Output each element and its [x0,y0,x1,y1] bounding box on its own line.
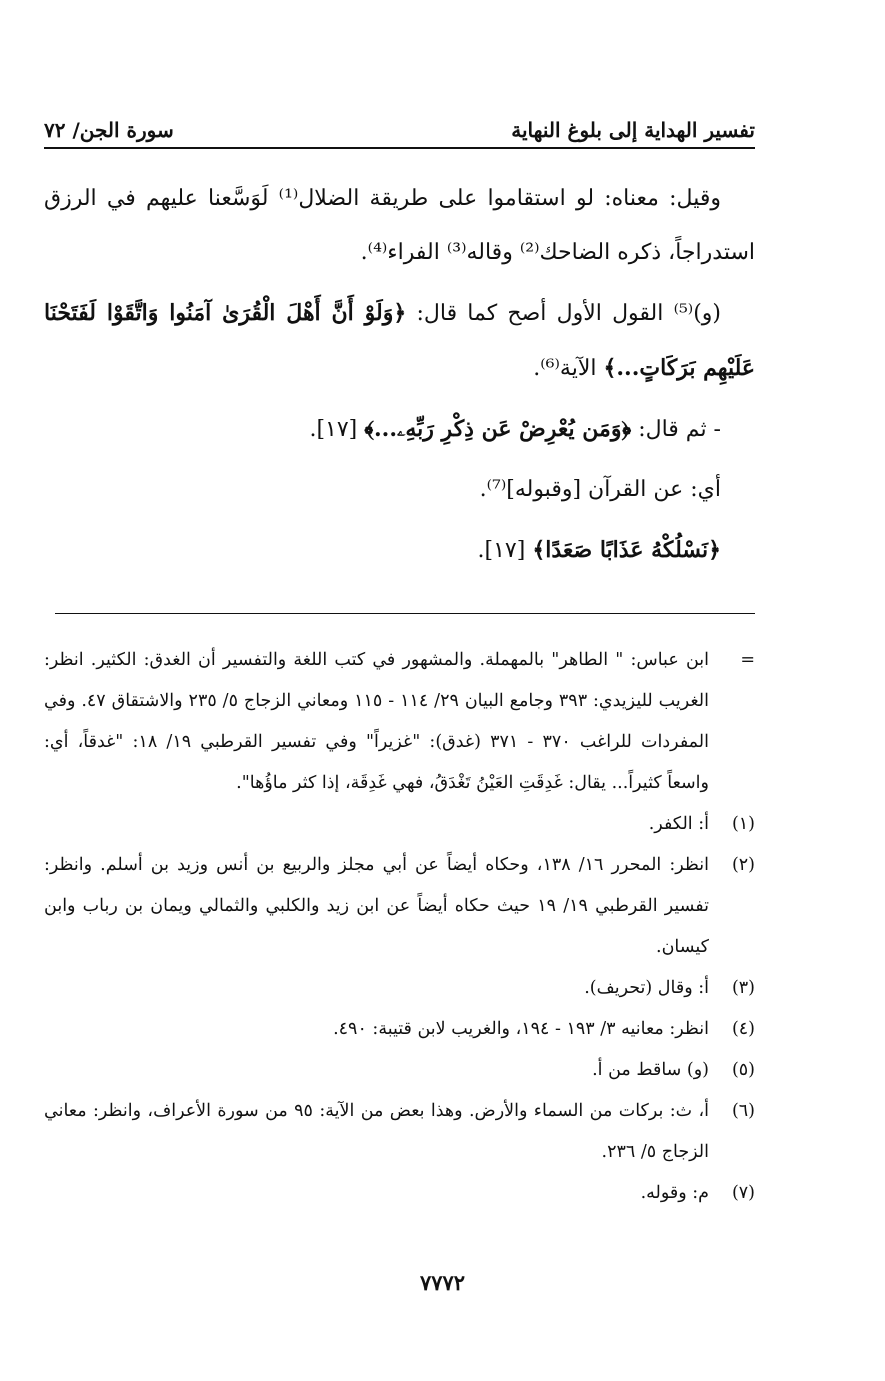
page-number: ٧٧٧٢ [419,1270,466,1295]
paragraph-4: أي: عن القرآن [وقبوله]⁽⁷⁾. [479,477,721,502]
paragraph-3-suffix: [١٧]. [309,417,358,442]
footnote-continued [44,640,755,804]
footnote-text: م: وقوله. [640,1183,709,1203]
surah-page-label: سورة الجن/ ٧٢ [44,118,174,142]
footnote-text: أ: الكفر. [648,814,709,834]
paragraph-2 [44,286,755,396]
footnote-1 [44,804,755,845]
footnote-4 [44,1009,755,1050]
footnote-text: ابن عباس: " الطاهر" بالمهملة. والمشهور في كتب اللغة والتفسير أن الغدق: الكثير. انظر: الغريب لليزيدي: ٣٩٣ وجامع البيان ٢٩/ ١١٤ - ١١٥ ومعاني الزجاج ٥/ ٢٣٥ والاشتقاق ٤٧. وفي المفردات للراغب ٣٧٠ - ٣٧١ (غدق): "غزيراً" وفي تفسير القرطبي ١٩/ ١٨: "غدقاً، أي: واسعاً كثيراً... يقال: غَدِقَتِ العَيْنُ تَغْدَقُ، فهي غَدِقَة، إذا كثر ماؤُها". [44,650,710,793]
running-header [44,108,755,142]
paragraph-5 [44,523,755,578]
main-text [44,172,755,578]
paragraph-2-suffix: الآية⁽⁶⁾. [533,356,597,381]
footnote-mark: (٦) [731,1101,755,1121]
footnote-mark: (٣) [731,978,755,998]
footnotes [44,640,755,1214]
footnote-7 [44,1173,755,1214]
quran-verse-1: ﴿وَلَوْ أَنَّ أَهْلَ الْقُرَىٰ آمَنُوا وَاتَّقَوْا لَفَتَحْنَا عَلَيْهِم بَرَكَاتٍ...﴾ [44,300,755,381]
quran-verse-2: ﴿وَمَن يُعْرِضْ عَن ذِكْرِ رَبِّهِۦ...﴾ [364,416,632,442]
footnote-mark: (١) [731,814,755,834]
paragraph-3 [44,402,755,457]
footnote-mark: (٥) [731,1060,755,1080]
paragraph-1: وقيل: معناه: لو استقاموا على طريقة الضلال⁽¹⁾ لَوَسَّعنا عليهم في الرزق استدراجاً، ذكره الضاحك⁽²⁾ وقاله⁽³⁾ الفراء⁽⁴⁾. [44,186,755,265]
footnote-2 [44,845,755,968]
quran-verse-3: ﴿نَسْلُكْهُ عَذَابًا صَعَدًا﴾ [532,537,721,563]
paragraph-5-suffix: [١٧]. [477,538,526,563]
footnote-divider [55,613,755,614]
footnote-3 [44,968,755,1009]
book-title: تفسير الهداية إلى بلوغ النهاية [511,118,755,142]
footnote-text: انظر: معانيه ٣/ ١٩٣ - ١٩٤، والغريب لابن قتيبة: ٤٩٠. [333,1019,709,1039]
footnote-mark: = [740,650,755,670]
footnote-mark: (٢) [731,855,755,875]
footnote-mark: (٤) [731,1019,755,1039]
footnote-text: أ، ث: بركات من السماء والأرض. وهذا بعض من الآية: ٩٥ من سورة الأعراف، وانظر: معاني الزجاج ٥/ ٢٣٦. [44,1101,710,1162]
footnote-mark: (٧) [731,1183,755,1203]
header-divider [44,147,755,149]
footnote-6 [44,1091,755,1173]
paragraph-3-prefix: - ثم قال: [638,417,721,442]
footnote-text: أ: وقال (تحريف). [584,978,709,998]
paragraph-2-prefix: (و)⁽⁵⁾ القول الأول أصح كما قال: [416,301,721,326]
footnote-5 [44,1050,755,1091]
footnote-text: (و) ساقط من أ. [592,1060,709,1080]
footnote-text: انظر: المحرر ١٦/ ١٣٨، وحكاه أيضاً عن أبي مجلز والربيع بن أنس وزيد بن أسلم. وانظر: تفسير القرطبي ١٩/ ١٩ حيث حكاه أيضاً عن ابن زيد والكلبي والثمالي ويمان بن رباب وابن كيسان. [44,855,709,957]
